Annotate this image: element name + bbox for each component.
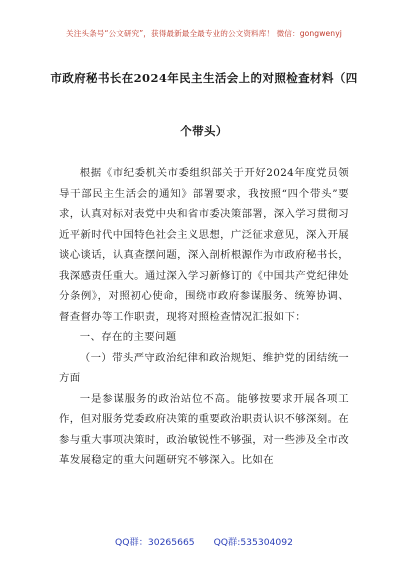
header-notice: 关注头条号“公文研究”，获得最新最全最专业的公文资料库！ 微信：gongwenyj [66, 29, 342, 38]
body-paragraph: 一是参谋服务的政治站位不高。能够按要求开展各项工作，但对服务党委政府决策的重要政治职责认识不够深刻。在参与重大事项决策时，政治敏锐性不够强，对一些涉及全市改革发展稳定的重大问题研究不够深入。比如在 [59, 392, 349, 466]
footer-contacts [0, 534, 408, 548]
subsection-heading: （一）带头严守政治纪律和政治规矩、维护党的团结统一方面 [59, 351, 349, 384]
section-heading: 一、存在的主要问题 [79, 331, 177, 343]
document-title-line-1: 市政府秘书长在2024年民主生活会上的对照检查材料（四 [50, 71, 358, 85]
intro-paragraph: 根据《市纪委机关市委组织部关于开好2024年度党员领导干部民主生活会的通知》部署要求，我按照“四个带头”要求，认真对标对表党中央和省市委决策部署，深入学习贯彻习近平新时代中国特色社会主义思想，广泛征求意见，深入开展谈心谈话，认真查摆问题，深入剖析根源作为市政府秘书长，我深感责任重大。通过深入学习新修订的《中国共产党纪律处分条例》，对照初心使命，围绕市政府参谋服务、统筹协调、督查督办等工作职责，现将对照检查情况汇报如下： [59, 167, 349, 323]
footer-qq-group-1: QQ群：30265665 [115, 537, 195, 548]
document-title-line-2: 个带头） [180, 124, 228, 138]
footer-qq-group-2: QQ群:535304092 [213, 537, 293, 548]
document-body [59, 163, 349, 471]
